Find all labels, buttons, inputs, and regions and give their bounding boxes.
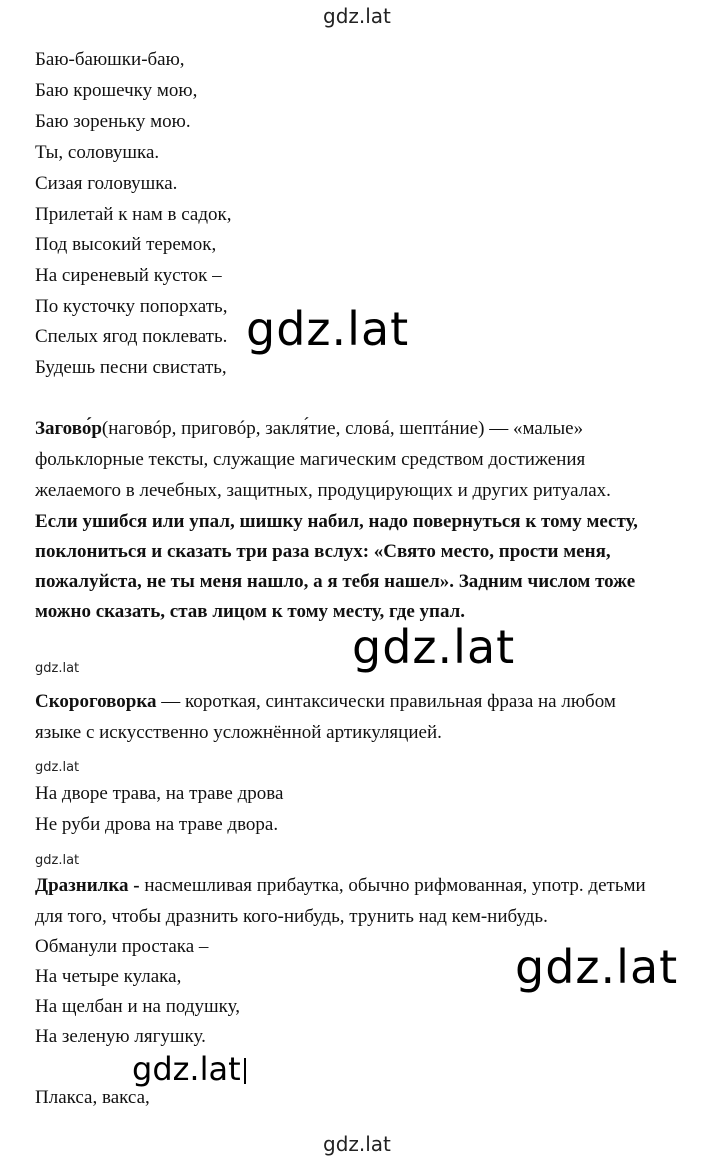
poem-line: На сиреневый кусток – [35,265,222,286]
watermark-medium: gdz.lat [132,1050,241,1088]
poem-line: На щелбан и на подушку, [35,996,240,1017]
watermark-large: gdz.lat [246,302,410,356]
zagovor-definition-line1 [35,418,583,440]
watermark-small: gdz.lat [35,853,80,868]
zagovor-term: Загово́р [35,418,102,439]
cursor-bar [244,1058,246,1084]
poem-line: Обманули простака – [35,936,209,957]
draznilka-definition-line2: для того, чтобы дразнить кого-нибудь, трунить над кем-нибудь. [35,906,548,927]
poem-line: Баю зореньку мою. [35,111,191,132]
example-line: На дворе трава, на траве дрова [35,783,284,804]
watermark-large: gdz.lat [352,620,516,674]
draznilka-definition-line1 [35,875,646,897]
poem-line: Сизая головушка. [35,173,178,194]
poem-line: На четыре кулака, [35,966,182,987]
zagovor-definition-line2: фольклорные тексты, служащие магическим средством достижения [35,449,586,470]
zagovor-example-line: пожалуйста, не ты меня нашло, а я тебя нашел». Задним числом тоже [35,571,636,592]
watermark-small: gdz.lat [35,661,80,676]
skorogovorka-term: Скороговорка [35,691,157,712]
zagovor-example-line: поклониться и сказать три раза вслух: «Свято место, прости меня, [35,541,611,562]
watermark-small: gdz.lat [35,760,80,775]
skorogovorka-definition-line1 [35,691,616,713]
poem-line: Плакса, вакса, [35,1087,150,1108]
poem-line: Баю-баюшки-баю, [35,49,185,70]
watermark-large: gdz.lat [515,940,679,994]
poem-line: Будешь песни свистать, [35,357,227,378]
poem-line: Ты, соловушка. [35,142,160,163]
poem-line: Баю крошечку мою, [35,80,198,101]
watermark-top: gdz.lat [323,4,391,28]
watermark-bottom: gdz.lat [323,1132,391,1156]
poem-line: Спелых ягод поклевать. [35,326,228,347]
poem-line: Под высокий теремок, [35,234,217,255]
poem-line: На зеленую лягушку. [35,1026,206,1047]
poem-line: По кусточку попорхать, [35,296,228,317]
definition-text: — короткая, синтаксически правильная фраза на любом [156,691,616,712]
poem-line: Прилетай к нам в садок, [35,204,232,225]
example-line: Не руби дрова на траве двора. [35,814,279,835]
definition-text: насмешливая прибаутка, обычно рифмованная, употр. детьми [139,875,646,896]
draznilka-term: Дразнилка - [35,875,140,896]
definition-text: (наговóр, приговóр, закля́тие, словá, шептáние) — «малые» [101,418,584,439]
zagovor-example-line: можно сказать, став лицом к тому месту, где упал. [35,601,466,622]
zagovor-example-line: Если ушибся или упал, шишку набил, надо повернуться к тому месту, [35,511,638,532]
zagovor-definition-line3: желаемого в лечебных, защитных, продуцирующих и других ритуалах. [35,480,611,501]
skorogovorka-definition-line2: языке с искусственно усложнённой артикуляцией. [35,722,442,743]
